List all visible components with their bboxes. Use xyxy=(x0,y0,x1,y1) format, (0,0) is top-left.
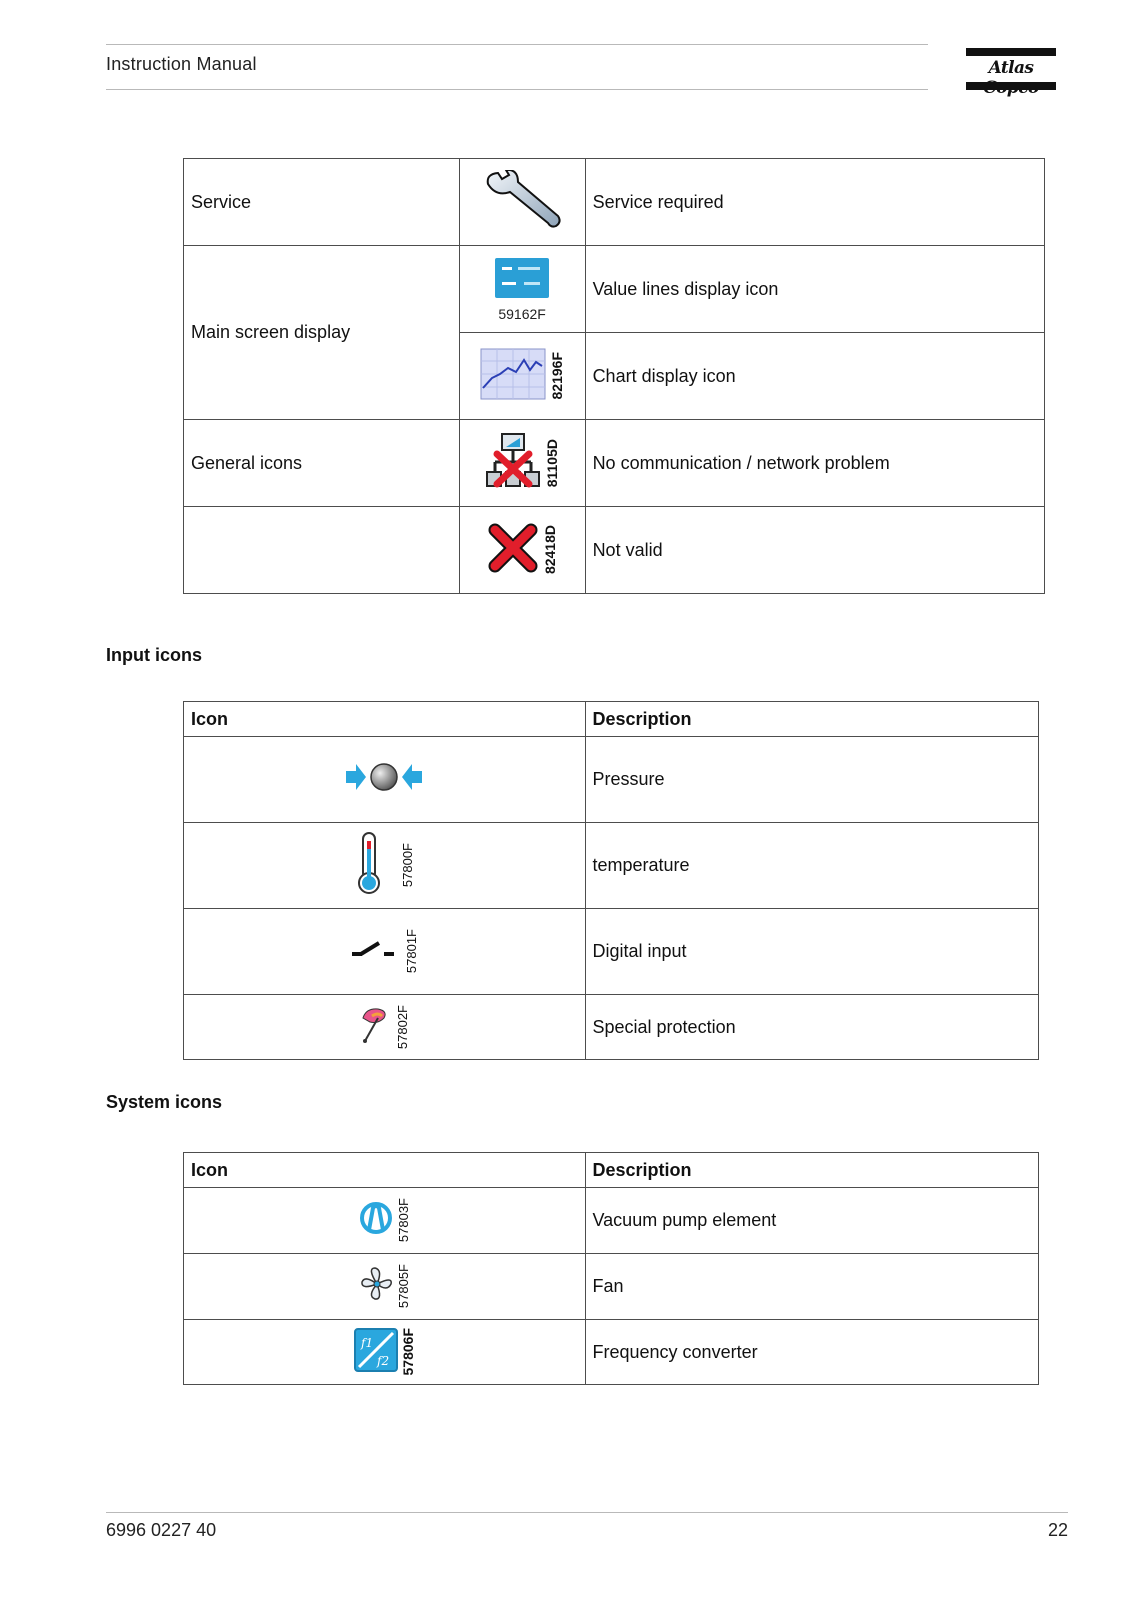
row-label: Service xyxy=(184,159,460,246)
table-row xyxy=(184,1254,1039,1320)
fan-icon xyxy=(359,1266,395,1307)
table-row xyxy=(184,823,1039,909)
atlas-copco-logo xyxy=(966,48,1056,92)
row-label xyxy=(184,507,460,594)
table-header-row xyxy=(184,702,1039,737)
icon-code: 59162F xyxy=(498,305,546,322)
red-x-icon xyxy=(487,522,539,579)
chart-icon xyxy=(480,348,546,405)
column-header-icon: Icon xyxy=(184,702,586,737)
row-description: Chart display icon xyxy=(585,333,1044,420)
icon-code: 57800F xyxy=(399,843,415,888)
row-description: Vacuum pump element xyxy=(585,1188,1039,1254)
row-description: Frequency converter xyxy=(585,1320,1039,1385)
header-top-rule xyxy=(106,44,928,45)
row-description: Service required xyxy=(585,159,1044,246)
icon-code: 82418D xyxy=(542,525,559,575)
row-description: Value lines display icon xyxy=(585,246,1044,333)
page-number: 22 xyxy=(1047,1520,1068,1540)
icon-code: 81105D xyxy=(544,438,561,488)
row-description: Special protection xyxy=(585,995,1039,1060)
table-row xyxy=(184,507,1045,594)
table-row xyxy=(184,909,1039,995)
row-description: Not valid xyxy=(585,507,1044,594)
thermometer-icon xyxy=(355,831,383,900)
table-row xyxy=(184,159,1045,246)
system-icons-table xyxy=(183,1152,1039,1385)
icon-code: 82196F xyxy=(549,352,566,400)
row-description: Pressure xyxy=(585,737,1039,823)
svg-text:f2: f2 xyxy=(377,1353,390,1368)
table-row xyxy=(184,1188,1039,1254)
network-problem-icon xyxy=(485,432,541,495)
document-number: 6996 0227 40 xyxy=(106,1520,217,1540)
icon-code: 57803F xyxy=(395,1198,411,1243)
table-header-row xyxy=(184,1153,1039,1188)
row-description: Digital input xyxy=(585,909,1039,995)
footer-rule xyxy=(106,1512,1068,1513)
logo-text: Atlas xyxy=(988,58,1034,78)
input-icons-table xyxy=(183,701,1039,1060)
row-description: No communication / network problem xyxy=(585,420,1044,507)
frequency-converter-icon xyxy=(353,1327,399,1378)
table-row xyxy=(184,737,1039,823)
icon-code: 57806F xyxy=(400,1328,417,1376)
row-label: General icons xyxy=(184,420,460,507)
digital-input-icon xyxy=(351,939,395,964)
icon-code: 57801F xyxy=(403,929,419,974)
row-description: Fan xyxy=(585,1254,1039,1320)
system-icons-heading: System icons xyxy=(106,1092,223,1112)
svg-text:f1: f1 xyxy=(361,1335,374,1350)
input-icons-heading: Input icons xyxy=(106,645,202,665)
table-row xyxy=(184,246,1045,333)
header-bottom-rule xyxy=(106,89,928,90)
column-header-description: Description xyxy=(585,702,1039,737)
wrench-icon xyxy=(482,214,562,234)
icon-code: 57805F xyxy=(395,1264,411,1309)
table-row xyxy=(184,1320,1039,1385)
header-title: Instruction Manual xyxy=(106,54,257,74)
general-icons-table xyxy=(183,158,1045,594)
row-label: Main screen display xyxy=(184,246,460,420)
pressure-icon xyxy=(344,777,424,797)
table-row xyxy=(184,420,1045,507)
column-header-description: Description xyxy=(585,1153,1039,1188)
icon-code: 57802F xyxy=(394,1004,410,1050)
vacuum-pump-element-icon xyxy=(359,1201,393,1240)
column-header-icon: Icon xyxy=(184,1153,586,1188)
table-row xyxy=(184,995,1039,1060)
value-lines-icon xyxy=(494,257,550,304)
special-protection-icon xyxy=(360,1006,390,1049)
row-description: temperature xyxy=(585,823,1039,909)
